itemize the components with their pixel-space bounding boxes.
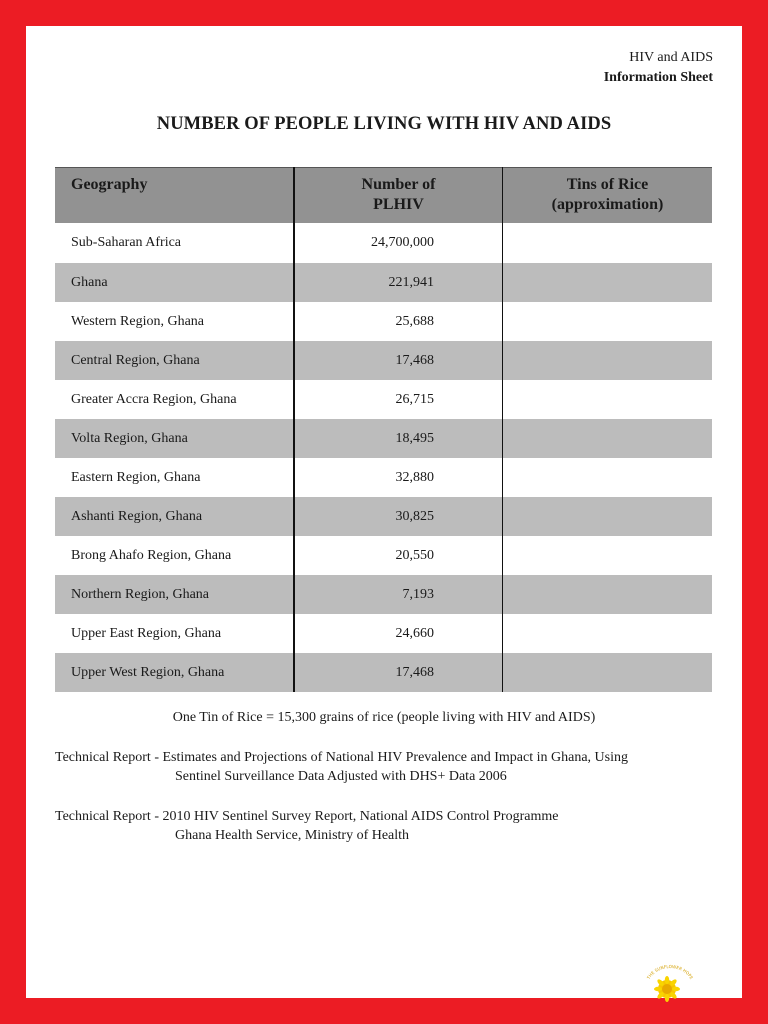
document-header bbox=[604, 48, 713, 88]
reference-line: Ghana Health Service, Ministry of Health bbox=[175, 828, 410, 843]
cell-plhiv: 30,825 bbox=[294, 497, 503, 536]
page-title: NUMBER OF PEOPLE LIVING WITH HIV AND AIDS bbox=[156, 114, 612, 134]
cell-plhiv: 24,660 bbox=[294, 614, 503, 653]
reference-1 bbox=[55, 748, 628, 786]
cell-tins bbox=[503, 263, 713, 302]
cell-geography: Northern Region, Ghana bbox=[55, 575, 294, 614]
header-sheet-type: Information Sheet bbox=[603, 70, 713, 85]
cell-tins bbox=[503, 653, 713, 692]
cell-tins bbox=[503, 302, 713, 341]
cell-geography: Eastern Region, Ghana bbox=[71, 469, 201, 485]
table-row bbox=[55, 380, 712, 419]
table-row bbox=[55, 458, 712, 497]
cell-geography: Upper West Region, Ghana bbox=[55, 653, 294, 692]
cell-plhiv: 26,715 bbox=[294, 380, 503, 419]
reference-2 bbox=[55, 807, 558, 845]
table-row bbox=[55, 302, 712, 341]
cell-geography: Sub-Saharan Africa bbox=[71, 235, 182, 250]
cell-tins bbox=[503, 497, 713, 536]
cell-tins bbox=[503, 458, 713, 497]
cell-plhiv: 24,700,000 bbox=[294, 223, 503, 263]
table-row bbox=[55, 575, 712, 614]
cell-plhiv: 32,880 bbox=[294, 458, 503, 497]
cell-tins bbox=[503, 380, 713, 419]
cell-geography: Ghana bbox=[55, 263, 294, 302]
cell-geography: Brong Ahafo Region, Ghana bbox=[71, 547, 232, 563]
cell-geography: Central Region, Ghana bbox=[55, 341, 294, 380]
cell-tins bbox=[503, 614, 713, 653]
column-header-geography: Geography bbox=[55, 168, 294, 224]
plhiv-table bbox=[55, 167, 712, 692]
cell-tins bbox=[503, 536, 713, 575]
cell-tins bbox=[503, 575, 713, 614]
cell-tins bbox=[503, 419, 713, 458]
table-row bbox=[55, 653, 712, 692]
table-row bbox=[55, 614, 712, 653]
cell-geography: Ashanti Region, Ghana bbox=[55, 497, 294, 536]
cell-plhiv: 20,550 bbox=[294, 536, 503, 575]
reference-line: Technical Report - Estimates and Projections of National HIV Prevalence and Impact in Ghana, Using bbox=[55, 750, 628, 765]
table-row bbox=[55, 419, 712, 458]
cell-plhiv: 25,688 bbox=[294, 302, 503, 341]
reference-line: Sentinel Surveillance Data Adjusted with DHS+ Data 2006 bbox=[175, 769, 507, 784]
table-row bbox=[55, 223, 712, 263]
table-header-row bbox=[55, 168, 712, 224]
sunflower-icon bbox=[640, 962, 700, 1002]
table-row bbox=[55, 263, 712, 302]
cell-plhiv: 7,193 bbox=[294, 575, 503, 614]
header-topic: HIV and AIDS bbox=[629, 50, 713, 65]
table-row bbox=[55, 341, 712, 380]
logo-text: THE SUNFLOWER HOPE bbox=[645, 963, 695, 981]
tin-of-rice-footnote: One Tin of Rice = 15,300 grains of rice (people living with HIV and AIDS) bbox=[172, 710, 596, 725]
svg-text:THE SUNFLOWER HOPE bbox=[645, 964, 694, 981]
table-row bbox=[55, 497, 712, 536]
column-header-plhiv: Number of PLHIV bbox=[294, 168, 503, 224]
sunflower-logo bbox=[640, 962, 700, 1002]
cell-geography: Western Region, Ghana bbox=[71, 313, 204, 329]
reference-line: Technical Report - 2010 HIV Sentinel Survey Report, National AIDS Control Programme bbox=[55, 809, 559, 824]
cell-tins bbox=[503, 223, 713, 263]
cell-plhiv: 221,941 bbox=[294, 263, 503, 302]
cell-geography: Greater Accra Region, Ghana bbox=[71, 391, 237, 407]
cell-plhiv: 18,495 bbox=[294, 419, 503, 458]
column-header-tins-of-rice: Tins of Rice (approximation) bbox=[503, 168, 713, 224]
table-row bbox=[55, 536, 712, 575]
cell-plhiv: 17,468 bbox=[294, 341, 503, 380]
cell-geography: Volta Region, Ghana bbox=[55, 419, 294, 458]
cell-geography: Upper East Region, Ghana bbox=[71, 625, 222, 641]
cell-tins bbox=[503, 341, 713, 380]
cell-plhiv: 17,468 bbox=[294, 653, 503, 692]
